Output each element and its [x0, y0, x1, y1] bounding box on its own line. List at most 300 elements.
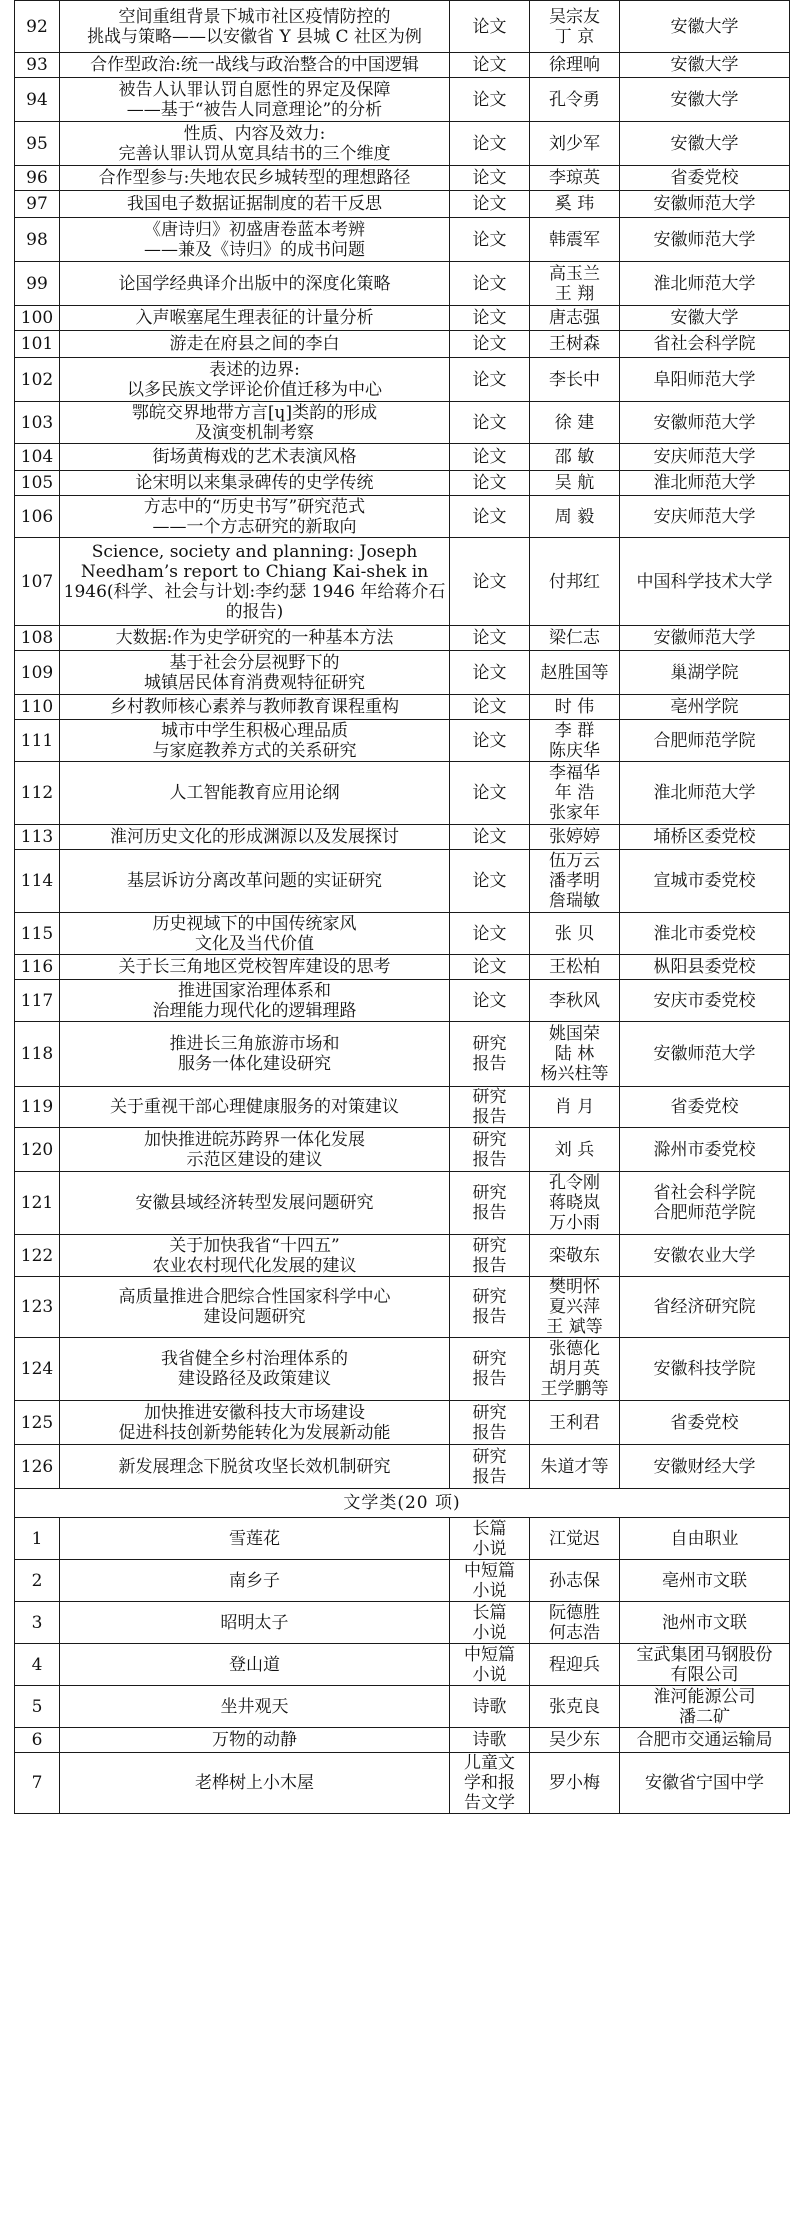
table-row [15, 496, 790, 538]
cell-org [620, 306, 790, 331]
cell-kind [450, 538, 530, 626]
table-row [15, 402, 790, 444]
cell-title-line: 登山道 [229, 1654, 280, 1675]
cell-org-line: 省经济研究院 [653, 1297, 756, 1317]
cell-kind-line: 论文 [472, 506, 507, 527]
cell-org-line: 淮北师范大学 [653, 783, 756, 803]
cell-kind-line: 报告 [472, 1107, 507, 1127]
cell-title [60, 1022, 450, 1087]
cell-author-line: 韩震军 [549, 229, 600, 250]
cell-kind-line: 小说 [472, 1580, 507, 1601]
cell-author-line: 胡月英 [549, 1359, 600, 1379]
cell-kind [450, 1518, 530, 1560]
cell-author [530, 331, 620, 358]
cell-title [60, 1087, 450, 1128]
cell-kind [450, 331, 530, 358]
cell-author [530, 1560, 620, 1602]
cell-kind-line: 论文 [472, 923, 507, 944]
cell-no: 101 [15, 331, 60, 358]
cell-author [530, 306, 620, 331]
cell-title-line: 推进长三角旅游市场和 [169, 1034, 340, 1054]
cell-kind [450, 1602, 530, 1644]
cell-no: 111 [15, 720, 60, 762]
cell-author-line: 李琼英 [549, 168, 600, 188]
cell-author-line: 奚 玮 [554, 194, 595, 214]
cell-author [530, 955, 620, 980]
table-row [15, 538, 790, 626]
cell-org-line: 安徽师范大学 [653, 1044, 756, 1064]
cell-title-line: 建设路径及政策建议 [178, 1369, 331, 1389]
cell-title-line: 以多民族文学评论价值迁移为中心 [127, 379, 382, 400]
cell-kind-line: 报告 [472, 1255, 507, 1276]
cell-title-line: 高质量推进合肥综合性国家科学中心 [118, 1287, 391, 1307]
cell-org [620, 980, 790, 1022]
cell-title-line: 街场黄梅戏的艺术表演风格 [152, 447, 357, 467]
cell-no: 4 [15, 1644, 60, 1686]
cell-title [60, 1560, 450, 1602]
cell-no: 96 [15, 166, 60, 191]
cell-title-line: 万物的动静 [212, 1730, 297, 1750]
cell-no: 126 [15, 1445, 60, 1489]
cell-kind-line: 报告 [472, 1466, 507, 1487]
cell-kind-line: 诗歌 [472, 1696, 507, 1717]
cell-no: 97 [15, 191, 60, 218]
cell-title [60, 1, 450, 53]
research-awards-body [15, 1, 790, 1489]
cell-kind [450, 651, 530, 695]
cell-kind-line: 中短篇 [464, 1644, 515, 1665]
cell-author [530, 166, 620, 191]
table-row [15, 331, 790, 358]
cell-org-line: 安庆师范大学 [653, 447, 756, 467]
table-row [15, 850, 790, 913]
cell-author [530, 1602, 620, 1644]
cell-no: 99 [15, 262, 60, 306]
cell-title [60, 306, 450, 331]
cell-author [530, 1235, 620, 1277]
cell-title-line: 促进科技创新势能转化为发展新动能 [118, 1422, 391, 1443]
cell-author-line: 张德化 [549, 1339, 600, 1359]
cell-author-line: 孙志保 [549, 1570, 600, 1591]
cell-title [60, 1445, 450, 1489]
cell-title [60, 1128, 450, 1172]
cell-org-line: 枞阳县委党校 [653, 957, 756, 977]
cell-author [530, 191, 620, 218]
cell-org [620, 1602, 790, 1644]
cell-kind [450, 626, 530, 651]
cell-org-line: 宝武集团马钢股份 [636, 1644, 773, 1665]
cell-kind [450, 1277, 530, 1338]
cell-title-line: 治理能力现代化的逻辑理路 [152, 1000, 357, 1021]
cell-kind-line: 论文 [472, 89, 507, 110]
cell-author-line: 邵 敏 [554, 447, 595, 467]
cell-author-line: 丁 京 [554, 26, 595, 47]
section-header-row [15, 1489, 790, 1518]
cell-title [60, 1686, 450, 1728]
cell-author [530, 218, 620, 262]
cell-title [60, 1401, 450, 1445]
cell-author [530, 1128, 620, 1172]
cell-org-line: 淮河能源公司 [653, 1686, 756, 1707]
cell-author-line: 潘孝明 [549, 871, 600, 891]
cell-kind [450, 980, 530, 1022]
cell-org [620, 695, 790, 720]
cell-org [620, 825, 790, 850]
table-row [15, 1, 790, 53]
cell-kind [450, 1022, 530, 1087]
table-row [15, 1338, 790, 1401]
cell-kind-line: 论文 [472, 730, 507, 751]
cell-title [60, 1602, 450, 1644]
table-row [15, 1087, 790, 1128]
table-row [15, 218, 790, 262]
cell-no: 100 [15, 306, 60, 331]
cell-kind [450, 1, 530, 53]
cell-title-line: 城镇居民体育消费观特征研究 [144, 672, 365, 693]
cell-kind-line: 小说 [472, 1538, 507, 1559]
cell-title-line: 关于加快我省“十四五” [169, 1235, 340, 1256]
cell-title [60, 78, 450, 122]
cell-title [60, 496, 450, 538]
table-row [15, 262, 790, 306]
table-row [15, 825, 790, 850]
cell-org-line: 安徽大学 [670, 133, 739, 154]
cell-title-line: 游走在府县之间的李白 [169, 334, 340, 354]
cell-title-line: 我国电子数据证据制度的若干反思 [127, 194, 382, 214]
cell-org-line: 中国科学技术大学 [636, 571, 773, 592]
cell-author [530, 1445, 620, 1489]
cell-org [620, 1560, 790, 1602]
cell-kind-line: 长篇 [472, 1602, 507, 1623]
cell-org-line: 巢湖学院 [670, 662, 739, 683]
cell-author-line: 姚国荣 [549, 1024, 600, 1044]
cell-title [60, 695, 450, 720]
cell-author [530, 850, 620, 913]
cell-title-line: 人工智能教育应用论纲 [169, 783, 340, 803]
cell-title-line: 农业农村现代化发展的建议 [152, 1255, 357, 1276]
cell-kind-line: 研究 [472, 1402, 507, 1423]
cell-org-line: 合肥师范学院 [653, 730, 756, 751]
cell-org [620, 471, 790, 496]
cell-title-line: 合作型政治:统一战线与政治整合的中国逻辑 [90, 55, 419, 75]
cell-title [60, 538, 450, 626]
award-table [14, 0, 790, 1814]
cell-title [60, 913, 450, 955]
cell-kind-line: 论文 [472, 168, 507, 188]
table-row [15, 955, 790, 980]
cell-kind-line: 论文 [472, 412, 507, 433]
cell-kind-line: 告文学 [464, 1793, 515, 1813]
cell-org [620, 1022, 790, 1087]
cell-kind [450, 1686, 530, 1728]
cell-author-line: 张 贝 [554, 923, 595, 944]
cell-author [530, 825, 620, 850]
cell-org [620, 1172, 790, 1235]
cell-author-line: 夏兴萍 [549, 1297, 600, 1317]
literature-section-header-body [15, 1489, 790, 1518]
cell-title-line: 论国学经典译介出版中的深度化策略 [118, 273, 391, 294]
cell-org [620, 166, 790, 191]
cell-kind-line: 报告 [472, 1054, 507, 1074]
cell-title [60, 1235, 450, 1277]
cell-author-line: 李秋风 [549, 990, 600, 1011]
literature-awards-body [15, 1518, 790, 1814]
cell-kind [450, 218, 530, 262]
cell-title-line: 被告人认罪认罚自愿性的界定及保障 [118, 79, 391, 100]
cell-no: 117 [15, 980, 60, 1022]
cell-org-line: 省社会科学院 [653, 1183, 756, 1203]
cell-org [620, 402, 790, 444]
cell-author [530, 720, 620, 762]
cell-org-line: 淮北市委党校 [653, 923, 756, 944]
cell-kind-line: 中短篇 [464, 1560, 515, 1581]
cell-author [530, 980, 620, 1022]
cell-title [60, 358, 450, 402]
cell-title-line: 与家庭教养方式的关系研究 [152, 740, 357, 761]
cell-no: 121 [15, 1172, 60, 1235]
cell-title [60, 825, 450, 850]
cell-title-line: 建设问题研究 [203, 1307, 306, 1327]
cell-kind-line: 研究 [472, 1129, 507, 1150]
cell-title [60, 471, 450, 496]
cell-title-line: 合作型参与:失地农民乡城转型的理想路径 [98, 168, 411, 188]
cell-org-line: 省社会科学院 [653, 334, 756, 354]
table-row [15, 306, 790, 331]
cell-org [620, 262, 790, 306]
cell-author-line: 栾敬东 [549, 1245, 600, 1266]
cell-author-line: 徐理响 [549, 55, 600, 75]
cell-kind [450, 1128, 530, 1172]
cell-author-line: 何志浩 [549, 1622, 600, 1643]
cell-title-line: 关于长三角地区党校智库建设的思考 [118, 957, 391, 977]
cell-author-line: 王 斌等 [546, 1317, 603, 1337]
cell-author-line: 张克良 [549, 1696, 600, 1717]
table-row [15, 1128, 790, 1172]
cell-author-line: 徐 建 [554, 412, 595, 433]
cell-kind-line: 研究 [472, 1235, 507, 1256]
cell-title [60, 444, 450, 471]
cell-author [530, 122, 620, 166]
cell-kind-line: 论文 [472, 957, 507, 977]
cell-org-line: 安徽大学 [670, 308, 739, 328]
cell-org-line: 安庆师范大学 [653, 506, 756, 527]
cell-kind [450, 1560, 530, 1602]
cell-kind [450, 695, 530, 720]
cell-author-line: 梁仁志 [549, 628, 600, 648]
cell-kind [450, 166, 530, 191]
cell-org-line: 阜阳师范大学 [653, 369, 756, 390]
cell-title-line: 完善认罪认罚从宽具结书的三个维度 [118, 143, 391, 164]
cell-author-line: 江觉迟 [549, 1528, 600, 1549]
cell-title [60, 1728, 450, 1753]
cell-org [620, 122, 790, 166]
cell-kind-line: 研究 [472, 1446, 507, 1467]
cell-author-line: 张婷婷 [549, 827, 600, 847]
cell-kind-line: 研究 [472, 1087, 507, 1107]
cell-org-line: 合肥市交通运输局 [636, 1730, 773, 1750]
cell-title-line: 关于重视干部心理健康服务的对策建议 [110, 1097, 399, 1117]
cell-title-line: 城市中学生积极心理品质 [161, 720, 348, 741]
cell-org [620, 1128, 790, 1172]
cell-org-line: 埇桥区委党校 [653, 827, 756, 847]
cell-title-line: 淮河历史文化的形成渊源以及发展探讨 [110, 827, 399, 847]
cell-kind [450, 78, 530, 122]
cell-kind-line: 论文 [472, 697, 507, 717]
cell-no: 5 [15, 1686, 60, 1728]
cell-kind [450, 1445, 530, 1489]
cell-author-line: 罗小梅 [549, 1773, 600, 1793]
cell-kind [450, 1235, 530, 1277]
cell-author-line: 孔令勇 [549, 89, 600, 110]
cell-title-line: 加快推进安徽科技大市场建设 [144, 1402, 365, 1423]
table-row [15, 980, 790, 1022]
cell-title [60, 53, 450, 78]
cell-org [620, 1338, 790, 1401]
cell-org [620, 1401, 790, 1445]
cell-author-line: 吴少东 [549, 1730, 600, 1750]
cell-kind-line: 学和报 [464, 1773, 515, 1793]
cell-title [60, 218, 450, 262]
cell-author [530, 444, 620, 471]
table-row [15, 651, 790, 695]
cell-org-line: 安徽师范大学 [653, 229, 756, 250]
cell-kind [450, 825, 530, 850]
cell-kind [450, 1753, 530, 1814]
cell-org-line: 省委党校 [670, 168, 739, 188]
cell-author [530, 538, 620, 626]
cell-author-line: 詹瑞敏 [549, 891, 600, 911]
cell-org-line: 安徽大学 [670, 89, 739, 110]
cell-author-line: 付邦红 [549, 571, 600, 592]
cell-title-line: 示范区建设的建议 [186, 1149, 323, 1170]
cell-kind-line: 论文 [472, 473, 507, 493]
cell-kind-line: 论文 [472, 827, 507, 847]
cell-title [60, 262, 450, 306]
cell-author [530, 471, 620, 496]
cell-title-line: 推进国家治理体系和 [178, 980, 331, 1001]
cell-author-line: 吴 航 [554, 473, 595, 493]
cell-title-line: 方志中的“历史书写”研究范式 [143, 496, 366, 517]
cell-title-line: 表述的边界: [209, 359, 300, 380]
cell-kind-line: 论文 [472, 273, 507, 294]
cell-kind [450, 1172, 530, 1235]
table-row [15, 720, 790, 762]
cell-author-line: 吴宗友 [549, 6, 600, 27]
cell-kind-line: 论文 [472, 571, 507, 592]
table-row [15, 358, 790, 402]
cell-author [530, 1401, 620, 1445]
cell-author [530, 1686, 620, 1728]
cell-title [60, 651, 450, 695]
cell-kind-line: 论文 [472, 229, 507, 250]
section-title: 文学类(20 项) [15, 1489, 790, 1518]
cell-title-line: Science, society and planning: Joseph Needham’s report to Chiang Kai-shek in 1946(科学、社会与计划:李约瑟 1946 年给蒋介石的报告) [63, 541, 446, 622]
cell-org-line: 省委党校 [670, 1412, 739, 1433]
cell-author-line: 朱道才等 [540, 1456, 609, 1477]
cell-no: 93 [15, 53, 60, 78]
cell-title [60, 1277, 450, 1338]
cell-org [620, 538, 790, 626]
cell-org [620, 626, 790, 651]
cell-org-line: 省委党校 [670, 1097, 739, 1117]
cell-author [530, 1338, 620, 1401]
cell-kind [450, 122, 530, 166]
cell-no: 123 [15, 1277, 60, 1338]
cell-title [60, 1172, 450, 1235]
table-row [15, 1644, 790, 1686]
cell-no: 125 [15, 1401, 60, 1445]
cell-author-line: 蒋晓岚 [549, 1193, 600, 1213]
cell-kind-line: 论文 [472, 871, 507, 891]
cell-org-line: 池州市文联 [662, 1612, 747, 1633]
cell-org-line: 安徽省宁国中学 [645, 1773, 764, 1793]
cell-org [620, 720, 790, 762]
cell-no: 109 [15, 651, 60, 695]
cell-author [530, 53, 620, 78]
cell-author [530, 1753, 620, 1814]
cell-title-line: 雪莲花 [229, 1528, 280, 1549]
cell-author [530, 1277, 620, 1338]
cell-author [530, 651, 620, 695]
cell-org-line: 宣城市委党校 [653, 871, 756, 891]
cell-author [530, 358, 620, 402]
cell-author-line: 程迎兵 [549, 1654, 600, 1675]
cell-org [620, 1644, 790, 1686]
cell-kind-line: 研究 [472, 1183, 507, 1203]
cell-org [620, 218, 790, 262]
cell-kind-line: 论文 [472, 308, 507, 328]
cell-title-line: 挑战与策略——以安徽省 Y 县城 C 社区为例 [87, 26, 422, 47]
table-row [15, 762, 790, 825]
cell-kind [450, 1087, 530, 1128]
cell-kind-line: 论文 [472, 55, 507, 75]
cell-author-line: 王学鹏等 [540, 1379, 609, 1399]
cell-title-line: 及演变机制考察 [195, 422, 314, 443]
cell-no: 103 [15, 402, 60, 444]
cell-org [620, 496, 790, 538]
cell-author [530, 695, 620, 720]
table-row [15, 1445, 790, 1489]
cell-author-line: 陆 林 [554, 1044, 595, 1064]
cell-kind [450, 720, 530, 762]
cell-org-line: 安徽科技学院 [653, 1359, 756, 1379]
cell-title [60, 166, 450, 191]
cell-org [620, 444, 790, 471]
cell-author-line: 樊明怀 [549, 1277, 600, 1297]
cell-no: 107 [15, 538, 60, 626]
cell-title-line: 坐井观天 [220, 1696, 289, 1717]
cell-no: 92 [15, 1, 60, 53]
table-row [15, 191, 790, 218]
cell-title [60, 980, 450, 1022]
cell-title [60, 331, 450, 358]
cell-kind-line: 论文 [472, 334, 507, 354]
cell-no: 108 [15, 626, 60, 651]
table-row [15, 1753, 790, 1814]
cell-org-line: 安庆市委党校 [653, 990, 756, 1011]
cell-title-line: ——一个方志研究的新取向 [152, 516, 357, 537]
cell-org-line: 亳州学院 [670, 697, 739, 717]
cell-kind [450, 1728, 530, 1753]
cell-title [60, 1518, 450, 1560]
cell-author-line: 伍万云 [549, 851, 600, 871]
table-row [15, 444, 790, 471]
cell-kind-line: 报告 [472, 1369, 507, 1389]
cell-kind-line: 报告 [472, 1422, 507, 1443]
cell-author-line: 张家年 [549, 803, 600, 823]
cell-kind-line: 研究 [472, 1287, 507, 1307]
cell-kind [450, 306, 530, 331]
